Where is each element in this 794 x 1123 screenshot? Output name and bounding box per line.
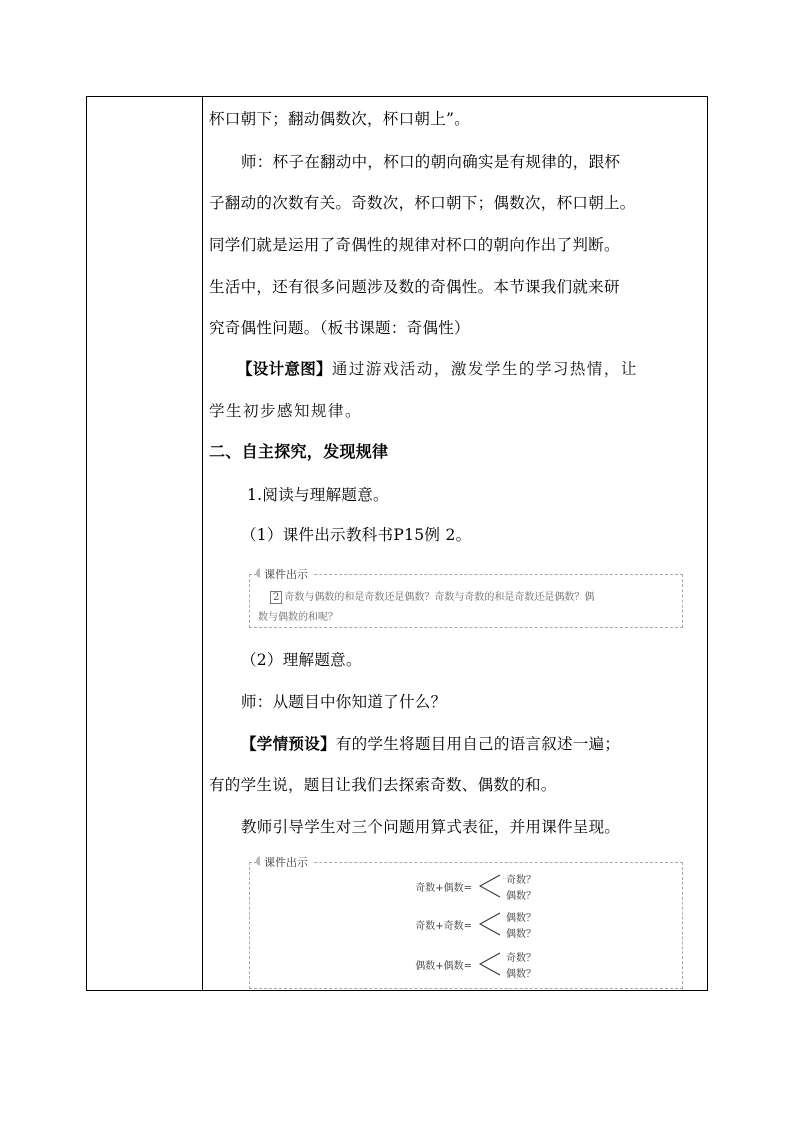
branch-bracket-icon xyxy=(478,873,502,899)
branch-bracket-icon xyxy=(478,911,502,937)
lesson-table xyxy=(86,96,708,991)
text-line: 有的学生说，题目让我们去探索奇数、偶数的和。 xyxy=(209,776,557,794)
example-text-line2: 数与偶数的和呢？ xyxy=(258,612,338,623)
text-line: 1.阅读与理解题意。 xyxy=(247,486,389,504)
text-line: 生活中，还有很多问题涉及数的奇偶性。本节课我们就来研 xyxy=(209,278,620,296)
text-line: 同学们就是运用了奇偶性的规律对杯口的朝向作出了判断。 xyxy=(209,236,620,254)
design-intent-line xyxy=(237,359,638,379)
design-intent-label: 【设计意图】 xyxy=(237,360,332,378)
column-divider xyxy=(202,97,203,990)
text-line: （2）理解题意。 xyxy=(241,651,362,669)
branch-bracket-icon xyxy=(478,951,502,977)
formula-row: 奇数+偶数= 奇数？ 偶数？ xyxy=(415,875,536,902)
learning-preset-label: 【学情预设】 xyxy=(241,735,336,753)
example-number: 2 xyxy=(270,591,282,604)
example-text-line1: 2 奇数与偶数的和是奇数还是偶数？奇数与奇数的和是奇数还是偶数？偶 xyxy=(270,588,594,604)
courseware-tag: 课件出示 xyxy=(260,854,312,870)
text-line: 究奇偶性问题。（板书课题：奇偶性） xyxy=(209,319,470,337)
text-line: 学生初步感知规律。 xyxy=(209,402,363,420)
text-line: 杯口朝下；翻动偶数次，杯口朝上”。 xyxy=(209,110,471,128)
text-line: 师：从题目中你知道了什么？ xyxy=(241,693,447,711)
courseware-box-example xyxy=(249,568,683,628)
text-line: 子翻动的次数有关。奇数次，杯口朝下；偶数次，杯口朝上。 xyxy=(209,194,636,212)
learning-preset-line xyxy=(241,734,620,754)
formula-row: 奇数+奇数= 偶数？ 偶数？ xyxy=(415,913,536,940)
formula-row: 偶数+偶数= 奇数？ 偶数？ xyxy=(415,953,536,980)
text-line: 教师引导学生对三个问题用算式表征，并用课件呈现。 xyxy=(241,818,621,836)
text-line: 师：杯子在翻动中，杯口的朝向确实是有规律的，跟杯 xyxy=(241,153,621,171)
design-intent-text: 通过游戏活动，激发学生的学习热情，让 xyxy=(331,360,638,378)
courseware-tag: 课件出示 xyxy=(260,566,312,582)
courseware-box-formulas xyxy=(249,856,683,989)
section-heading: 二、自主探究，发现规律 xyxy=(209,442,389,461)
learning-preset-text: 有的学生将题目用自己的语言叙述一遍； xyxy=(335,735,621,753)
text-line: （1）课件出示教科书P15例 2。 xyxy=(241,526,472,544)
